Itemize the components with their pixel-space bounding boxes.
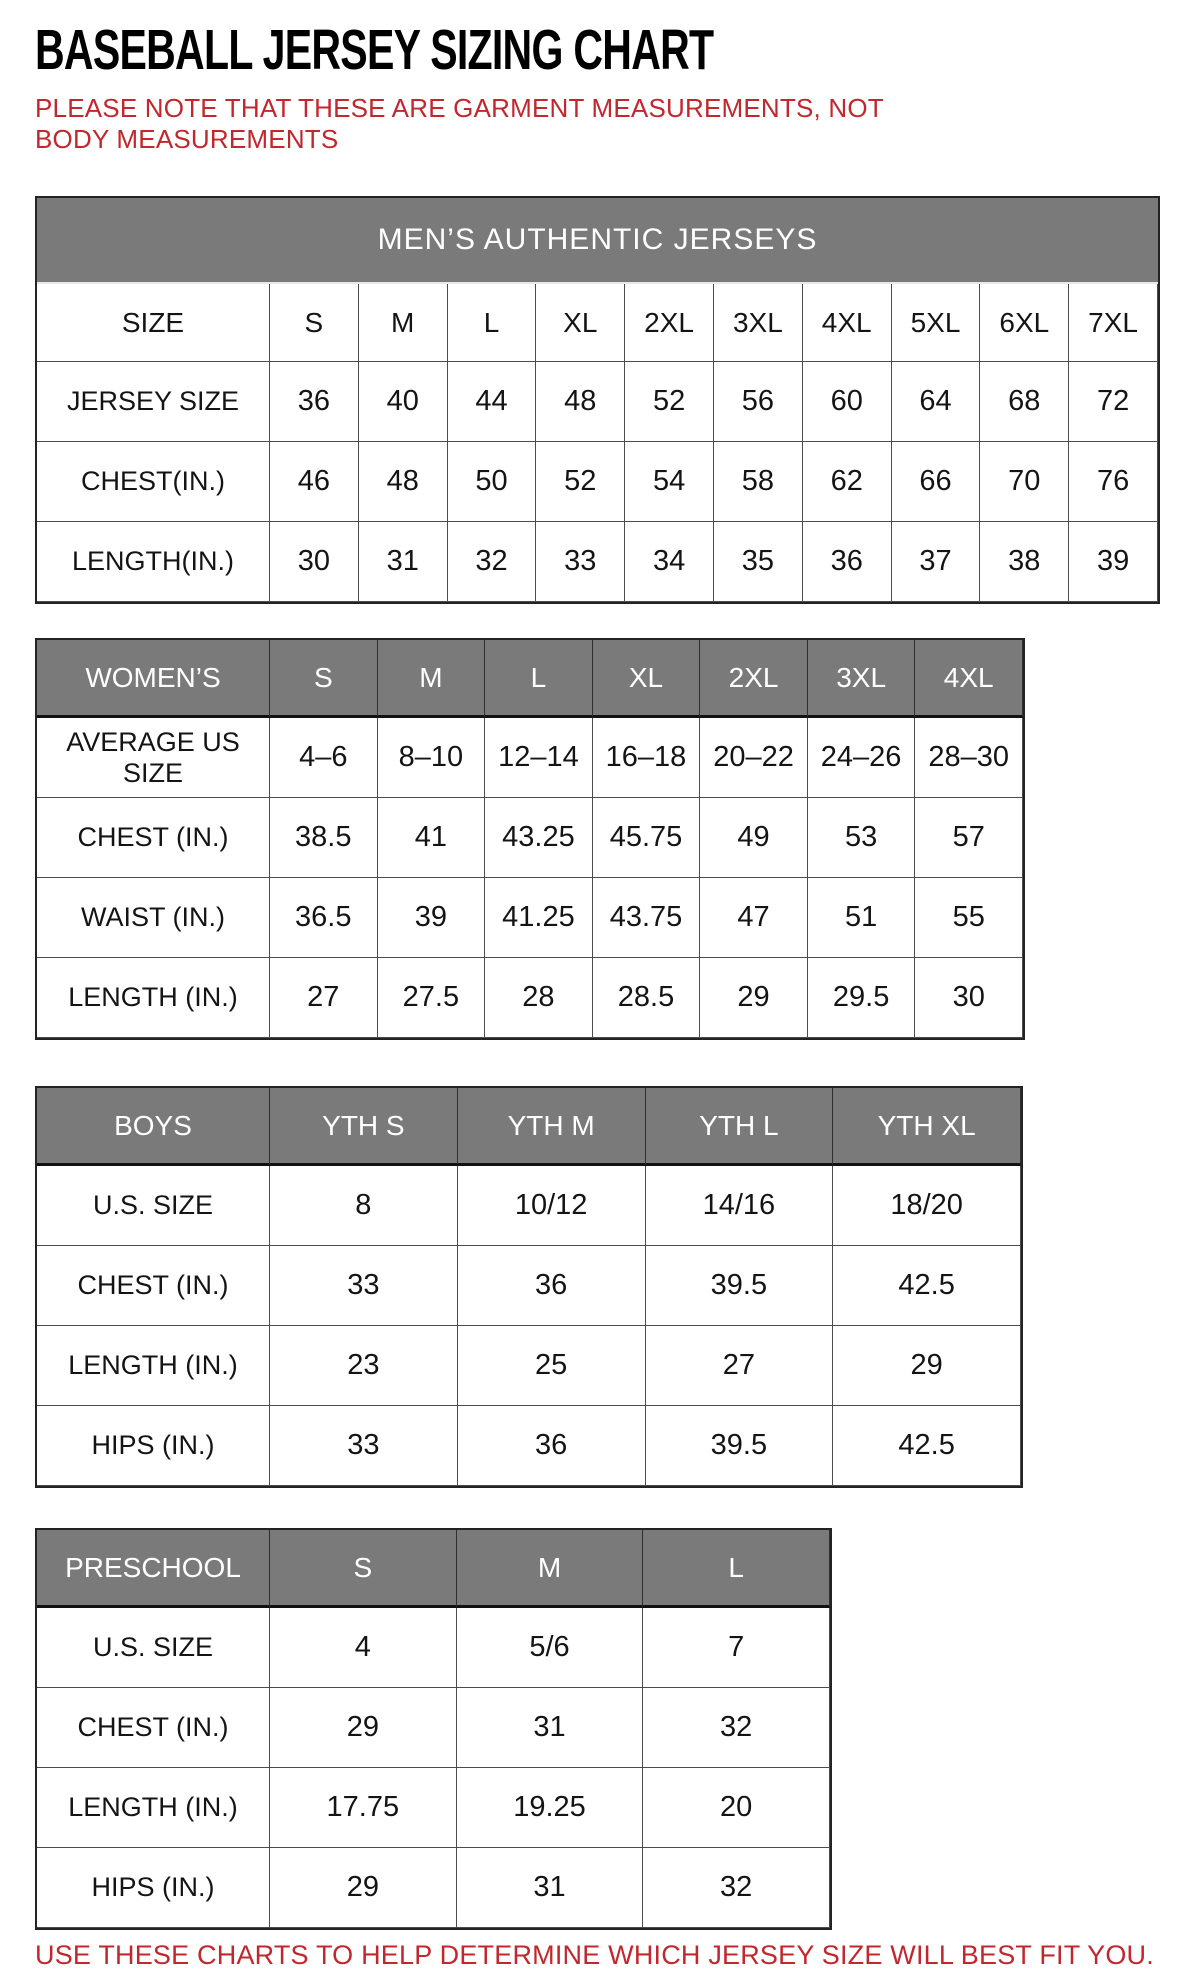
size-column-header: M xyxy=(378,640,486,718)
size-value: 7 xyxy=(643,1608,830,1688)
size-value: 39.5 xyxy=(646,1246,834,1326)
size-value: 29 xyxy=(270,1848,457,1928)
size-value: 66 xyxy=(892,442,981,522)
size-column-header: L xyxy=(485,640,593,718)
row-label: LENGTH (IN.) xyxy=(37,958,270,1038)
size-column-header: XL xyxy=(593,640,701,718)
size-value: 20–22 xyxy=(700,718,808,798)
row-label: CHEST (IN.) xyxy=(37,1688,270,1768)
size-value: 56 xyxy=(714,362,803,442)
size-value: 72 xyxy=(1069,362,1158,442)
size-value: 42.5 xyxy=(833,1406,1021,1486)
size-value: 35 xyxy=(714,522,803,602)
size-value: 4–6 xyxy=(270,718,378,798)
size-value: 18/20 xyxy=(833,1166,1021,1246)
row-label: LENGTH(IN.) xyxy=(37,522,270,602)
row-label: LENGTH (IN.) xyxy=(37,1326,270,1406)
size-column-header: YTH M xyxy=(458,1088,646,1166)
measurement-note: PLEASE NOTE THAT THESE ARE GARMENT MEASUREMENTS, NOT BODY MEASUREMENTS xyxy=(35,93,884,154)
size-value: 52 xyxy=(625,362,714,442)
size-value: 16–18 xyxy=(593,718,701,798)
table-corner-header: WOMEN’S xyxy=(37,640,270,718)
size-value: 28.5 xyxy=(593,958,701,1038)
size-column-header: YTH S xyxy=(270,1088,458,1166)
size-value: 14/16 xyxy=(646,1166,834,1246)
page-title: BASEBALL JERSEY SIZING CHART xyxy=(35,18,714,82)
size-value: 29 xyxy=(833,1326,1021,1406)
size-value: 38.5 xyxy=(270,798,378,878)
size-value: 8–10 xyxy=(378,718,486,798)
size-value: 31 xyxy=(457,1848,644,1928)
size-column-header: 7XL xyxy=(1069,284,1158,362)
row-label: CHEST(IN.) xyxy=(37,442,270,522)
size-value: 29 xyxy=(270,1688,457,1768)
size-value: 39 xyxy=(378,878,486,958)
size-value: 20 xyxy=(643,1768,830,1848)
table-corner-header: PRESCHOOL xyxy=(37,1530,270,1608)
size-value: 10/12 xyxy=(458,1166,646,1246)
size-column-header: 6XL xyxy=(980,284,1069,362)
row-label: HIPS (IN.) xyxy=(37,1406,270,1486)
size-column-header: 2XL xyxy=(625,284,714,362)
size-value: 41.25 xyxy=(485,878,593,958)
size-value: 29 xyxy=(700,958,808,1038)
size-column-header: M xyxy=(457,1530,644,1608)
size-value: 33 xyxy=(270,1406,458,1486)
size-column-header: S xyxy=(270,640,378,718)
size-value: 54 xyxy=(625,442,714,522)
size-column-header: YTH L xyxy=(646,1088,834,1166)
size-value: 43.25 xyxy=(485,798,593,878)
table-corner-header: SIZE xyxy=(37,284,270,362)
size-value: 39 xyxy=(1069,522,1158,602)
size-value: 30 xyxy=(915,958,1023,1038)
size-value: 48 xyxy=(359,442,448,522)
size-value: 8 xyxy=(270,1166,458,1246)
size-value: 17.75 xyxy=(270,1768,457,1848)
size-column-header: 3XL xyxy=(714,284,803,362)
size-value: 31 xyxy=(359,522,448,602)
size-value: 50 xyxy=(448,442,537,522)
size-value: 68 xyxy=(980,362,1069,442)
size-value: 33 xyxy=(536,522,625,602)
size-column-header: YTH XL xyxy=(833,1088,1021,1166)
size-column-header: 4XL xyxy=(915,640,1023,718)
size-value: 39.5 xyxy=(646,1406,834,1486)
size-value: 46 xyxy=(270,442,359,522)
size-column-header: 4XL xyxy=(803,284,892,362)
size-value: 42.5 xyxy=(833,1246,1021,1326)
size-value: 28–30 xyxy=(915,718,1023,798)
size-column-header: L xyxy=(448,284,537,362)
size-value: 27 xyxy=(270,958,378,1038)
row-label: AVERAGE US SIZE xyxy=(37,718,270,798)
size-value: 4 xyxy=(270,1608,457,1688)
womens-sizing-table xyxy=(35,638,1025,1040)
size-column-header: 3XL xyxy=(808,640,916,718)
size-column-header: M xyxy=(359,284,448,362)
footer-note: USE THESE CHARTS TO HELP DETERMINE WHICH JERSEY SIZE WILL BEST FIT YOU. xyxy=(35,1940,1154,1971)
table-banner: MEN’S AUTHENTIC JERSEYS xyxy=(37,198,1158,284)
size-value: 5/6 xyxy=(457,1608,644,1688)
size-value: 34 xyxy=(625,522,714,602)
size-column-header: 2XL xyxy=(700,640,808,718)
size-column-header: 5XL xyxy=(892,284,981,362)
row-label: CHEST (IN.) xyxy=(37,798,270,878)
preschool-sizing-table xyxy=(35,1528,832,1930)
row-label: WAIST (IN.) xyxy=(37,878,270,958)
size-value: 28 xyxy=(485,958,593,1038)
row-label: CHEST (IN.) xyxy=(37,1246,270,1326)
mens-sizing-table xyxy=(35,196,1160,604)
size-value: 53 xyxy=(808,798,916,878)
size-value: 49 xyxy=(700,798,808,878)
size-value: 40 xyxy=(359,362,448,442)
size-column-header: L xyxy=(643,1530,830,1608)
boys-sizing-table xyxy=(35,1086,1023,1488)
size-value: 57 xyxy=(915,798,1023,878)
size-value: 36 xyxy=(458,1406,646,1486)
size-value: 32 xyxy=(643,1848,830,1928)
size-value: 37 xyxy=(892,522,981,602)
size-column-header: S xyxy=(270,284,359,362)
size-value: 30 xyxy=(270,522,359,602)
size-value: 33 xyxy=(270,1246,458,1326)
size-value: 44 xyxy=(448,362,537,442)
row-label: HIPS (IN.) xyxy=(37,1848,270,1928)
size-value: 23 xyxy=(270,1326,458,1406)
size-value: 70 xyxy=(980,442,1069,522)
row-label: LENGTH (IN.) xyxy=(37,1768,270,1848)
size-value: 32 xyxy=(448,522,537,602)
row-label: U.S. SIZE xyxy=(37,1608,270,1688)
size-value: 48 xyxy=(536,362,625,442)
size-value: 25 xyxy=(458,1326,646,1406)
size-column-header: XL xyxy=(536,284,625,362)
size-value: 41 xyxy=(378,798,486,878)
size-value: 27 xyxy=(646,1326,834,1406)
size-value: 51 xyxy=(808,878,916,958)
size-value: 62 xyxy=(803,442,892,522)
size-value: 32 xyxy=(643,1688,830,1768)
size-value: 64 xyxy=(892,362,981,442)
size-value: 55 xyxy=(915,878,1023,958)
size-value: 19.25 xyxy=(457,1768,644,1848)
size-value: 43.75 xyxy=(593,878,701,958)
size-value: 27.5 xyxy=(378,958,486,1038)
size-value: 31 xyxy=(457,1688,644,1768)
size-value: 47 xyxy=(700,878,808,958)
size-value: 36 xyxy=(458,1246,646,1326)
table-corner-header: BOYS xyxy=(37,1088,270,1166)
size-value: 36 xyxy=(270,362,359,442)
size-value: 36.5 xyxy=(270,878,378,958)
size-value: 29.5 xyxy=(808,958,916,1038)
size-value: 52 xyxy=(536,442,625,522)
size-value: 24–26 xyxy=(808,718,916,798)
size-value: 38 xyxy=(980,522,1069,602)
row-label: JERSEY SIZE xyxy=(37,362,270,442)
size-column-header: S xyxy=(270,1530,457,1608)
size-value: 76 xyxy=(1069,442,1158,522)
size-value: 60 xyxy=(803,362,892,442)
size-value: 12–14 xyxy=(485,718,593,798)
row-label: U.S. SIZE xyxy=(37,1166,270,1246)
size-value: 58 xyxy=(714,442,803,522)
size-value: 36 xyxy=(803,522,892,602)
size-value: 45.75 xyxy=(593,798,701,878)
